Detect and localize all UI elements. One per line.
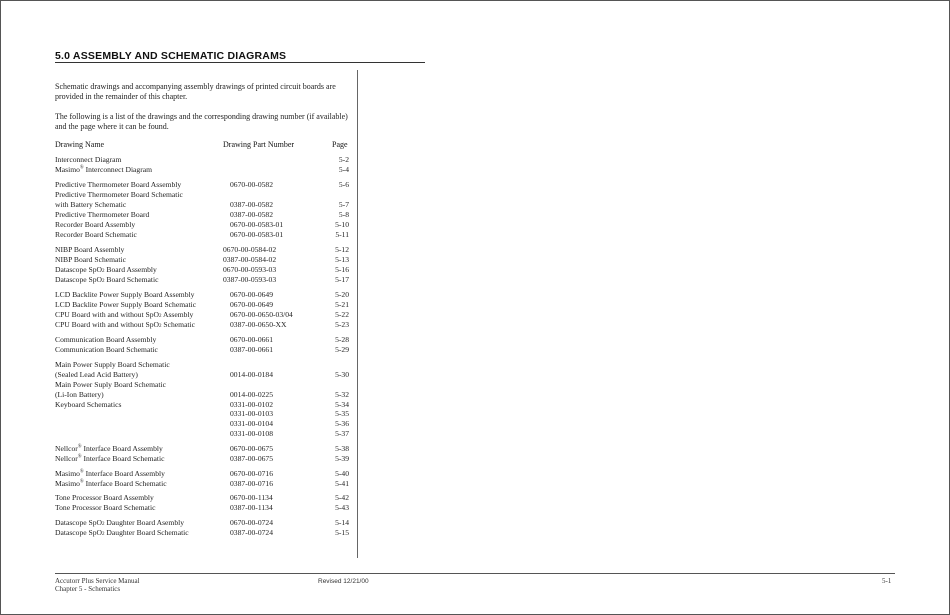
drawing-part-number: 0387-00-1134	[230, 503, 273, 512]
drawing-page: 5-36	[335, 419, 349, 428]
drawing-part-number: 0670-00-0593-03	[223, 265, 277, 274]
drawing-name-text: Tone Processor Board Assembly	[55, 493, 154, 502]
drawing-name	[55, 345, 158, 355]
drawing-page: 5-20	[335, 290, 349, 299]
drawing-name-suffix: Interconnect Diagram	[83, 165, 153, 174]
drawing-part-number: 0670-00-0649	[230, 300, 274, 309]
drawing-name-text: Recorder Board Assembly	[55, 220, 136, 229]
intro-paragraph-1: Schematic drawings and accompanying assembly drawings of printed circuit boards are provided in the remainder of this chapter.	[55, 82, 336, 101]
drawing-row	[55, 155, 355, 165]
drawing-name	[55, 479, 167, 489]
drawing-page: 5-21	[335, 300, 349, 309]
drawing-row	[55, 444, 355, 454]
registered-mark: ®	[79, 479, 84, 485]
registered-mark: ®	[77, 454, 82, 460]
drawing-page: 5-14	[335, 518, 349, 527]
drawing-part-number: 0670-00-0583-01	[230, 220, 284, 229]
drawing-name-suffix: Interface Board Assembly	[81, 444, 163, 453]
drawing-name-suffix: Interface Board Schematic	[81, 454, 165, 463]
drawing-row	[55, 493, 355, 503]
drawing-name	[55, 155, 121, 165]
drawing-page: 5-2	[338, 155, 349, 164]
drawing-name	[55, 165, 152, 175]
header-drawing-name: Drawing Name	[55, 140, 105, 149]
drawing-name-text: Masimo	[55, 479, 80, 488]
footer-chapter: Chapter 5 - Schematics	[55, 585, 121, 593]
drawing-name-text: Recorder Board Schematic	[55, 230, 137, 239]
drawing-name-suffix: Board Schematic	[104, 275, 159, 284]
section-title: 5.0 ASSEMBLY AND SCHEMATIC DIAGRAMS	[55, 50, 287, 62]
drawing-name	[55, 390, 104, 400]
drawing-page: 5-15	[335, 528, 349, 537]
drawing-page: 5-17	[335, 275, 349, 284]
drawing-name-text: Main Power Supply Board Schematic	[55, 360, 170, 369]
drawing-name	[55, 444, 163, 454]
drawing-part-number: 0670-00-0661	[230, 335, 274, 344]
drawing-name	[55, 335, 156, 345]
drawing-name-text: LCD Backlite Power Supply Board Assembly	[55, 290, 195, 299]
drawing-row	[55, 310, 355, 320]
drawing-page: 5-34	[335, 400, 349, 409]
drawing-name	[55, 503, 155, 513]
drawing-page: 5-8	[338, 210, 349, 219]
drawing-name-text: LCD Backlite Power Supply Board Schematic	[55, 300, 197, 309]
drawing-row	[55, 320, 355, 330]
drawing-row	[55, 409, 355, 419]
drawing-row	[55, 518, 355, 528]
drawing-name	[55, 454, 164, 464]
drawing-name-suffix: Assembly	[161, 310, 194, 319]
drawing-name-text: (Li-Ion Battery)	[55, 390, 104, 399]
drawing-row	[55, 275, 355, 285]
drawing-name	[55, 290, 194, 300]
drawing-row	[55, 165, 355, 175]
drawing-page: 5-23	[335, 320, 349, 329]
drawing-name	[55, 210, 149, 220]
subscript: 2	[102, 522, 105, 527]
drawing-row	[55, 230, 355, 240]
drawing-name	[55, 360, 170, 370]
drawing-page: 5-7	[338, 200, 349, 209]
drawing-name-text: Nellcor	[55, 444, 78, 453]
drawing-name-text: Datascope SpO	[55, 528, 103, 537]
drawing-row	[55, 528, 355, 538]
subscript: 2	[159, 314, 162, 319]
drawing-name-text: Predictive Thermometer Board	[55, 210, 150, 219]
subscript: 2	[102, 279, 105, 284]
drawing-name	[55, 493, 154, 503]
drawing-name	[55, 380, 166, 390]
drawing-part-number: 0331-00-0108	[230, 429, 274, 438]
drawing-row	[55, 345, 355, 355]
drawing-part-number: 0387-00-0593-03	[223, 275, 277, 284]
drawing-page: 5-22	[335, 310, 349, 319]
drawing-name	[55, 255, 126, 265]
drawing-name-text: Keyboard Schematics	[55, 400, 122, 409]
drawing-part-number: 0670-00-0650-03/04	[230, 310, 293, 319]
footer-revised: Revised 12/21/00	[318, 578, 369, 585]
drawing-name-text: Communication Board Assembly	[55, 335, 157, 344]
drawing-row	[55, 503, 355, 513]
drawing-name	[55, 469, 165, 479]
drawing-row	[55, 469, 355, 479]
drawing-page: 5-43	[335, 503, 349, 512]
drawing-name-suffix: Daughter Board Asembly	[104, 518, 185, 527]
drawing-name-text: Nellcor	[55, 454, 78, 463]
drawing-page: 5-6	[338, 180, 349, 189]
drawing-part-number: 0387-00-0582	[230, 210, 274, 219]
drawing-name-text: Communication Board Schematic	[55, 345, 158, 354]
drawing-name-text: NIBP Board Schematic	[55, 255, 127, 264]
drawing-part-number: 0014-00-0184	[230, 370, 274, 379]
drawing-name-text: Datascope SpO	[55, 518, 103, 527]
drawing-part-number: 0670-00-0583-01	[230, 230, 284, 239]
drawing-page: 5-16	[335, 265, 349, 274]
drawing-row	[55, 429, 355, 439]
drawing-part-number: 0387-00-0582	[230, 200, 274, 209]
registered-mark: ®	[79, 469, 84, 475]
drawing-row	[55, 210, 355, 220]
drawing-row	[55, 419, 355, 429]
drawing-name-text: NIBP Board Assembly	[55, 245, 125, 254]
drawing-name	[55, 528, 189, 540]
drawing-page: 5-30	[335, 370, 349, 379]
registered-mark: ®	[79, 165, 84, 171]
intro-paragraph-2: The following is a list of the drawings and the corresponding drawing number (if available) and the page where it can be found.	[55, 112, 348, 131]
footer-page-number: 5-1	[882, 577, 892, 585]
drawing-page: 5-38	[335, 444, 349, 453]
drawing-page: 5-39	[335, 454, 349, 463]
drawing-row	[55, 255, 355, 265]
header-drawing-part-number: Drawing Part Number	[223, 140, 295, 149]
drawing-name	[55, 180, 181, 190]
drawing-name	[55, 320, 195, 332]
drawing-name	[55, 275, 159, 287]
drawing-name-suffix: Daughter Board Schematic	[104, 528, 189, 537]
drawing-name-text: CPU Board with and without SpO	[55, 320, 159, 329]
drawing-page: 5-11	[335, 230, 349, 239]
drawing-page: 5-37	[335, 429, 349, 438]
drawing-part-number: 0670-00-1134	[230, 493, 273, 502]
drawing-page: 5-28	[335, 335, 349, 344]
drawing-name-text: Datascope SpO	[55, 275, 103, 284]
drawing-row	[55, 454, 355, 464]
drawing-page: 5-40	[335, 469, 349, 478]
drawing-part-number: 0670-00-0675	[230, 444, 274, 453]
drawing-row	[55, 360, 355, 370]
drawing-name	[55, 220, 135, 230]
drawing-part-number: 0387-00-0716	[230, 479, 274, 488]
drawing-row	[55, 220, 355, 230]
drawing-part-number: 0014-00-0225	[230, 390, 274, 399]
drawing-page: 5-35	[335, 409, 349, 418]
drawing-name-text: Predictive Thermometer Board Assembly	[55, 180, 182, 189]
drawing-part-number: 0387-00-0724	[230, 528, 274, 537]
subscript: 2	[102, 532, 105, 537]
drawing-row	[55, 300, 355, 310]
drawing-name	[55, 370, 138, 380]
drawing-row	[55, 265, 355, 275]
drawing-page: 5-4	[338, 165, 349, 174]
drawing-part-number: 0670-00-0716	[230, 469, 274, 478]
drawing-name-text: with Battery Schematic	[55, 200, 127, 209]
drawing-row	[55, 190, 355, 200]
drawing-part-number: 0331-00-0103	[230, 409, 274, 418]
column-divider	[357, 70, 358, 558]
drawing-row	[55, 370, 355, 380]
title-underline	[55, 62, 425, 63]
drawing-page: 5-42	[335, 493, 349, 502]
drawing-name-suffix: Interface Board Assembly	[83, 469, 165, 478]
drawing-part-number: 0670-00-0724	[230, 518, 274, 527]
drawing-part-number: 0670-00-0584-02	[223, 245, 277, 254]
drawing-page: 5-13	[335, 255, 349, 264]
footer-manual-title: Accutorr Plus Service Manual	[55, 577, 140, 585]
subscript: 2	[102, 269, 105, 274]
drawing-row	[55, 479, 355, 489]
drawing-name	[55, 300, 196, 310]
drawing-part-number: 0387-00-0661	[230, 345, 274, 354]
drawing-part-number: 0331-00-0102	[230, 400, 274, 409]
drawing-name-text: Masimo	[55, 165, 80, 174]
drawing-name-text: Tone Processor Board Schematic	[55, 503, 156, 512]
registered-mark: ®	[77, 444, 82, 450]
drawing-part-number: 0670-00-0649	[230, 290, 274, 299]
header-page: Page	[332, 140, 348, 149]
drawing-page: 5-29	[335, 345, 349, 354]
drawing-part-number: 0387-00-0650-XX	[230, 320, 287, 329]
drawing-page: 5-10	[335, 220, 349, 229]
drawing-row	[55, 180, 355, 190]
drawing-name	[55, 230, 137, 240]
drawing-name-suffix: Board Assembly	[104, 265, 157, 274]
drawing-name-text: Predictive Thermometer Board Schematic	[55, 190, 183, 199]
drawing-page: 5-41	[335, 479, 349, 488]
drawing-name-text: Datascope SpO	[55, 265, 103, 274]
drawing-name-text: CPU Board with and without SpO	[55, 310, 159, 319]
drawing-name	[55, 200, 126, 210]
subscript: 2	[159, 324, 162, 329]
drawing-part-number: 0387-00-0584-02	[223, 255, 277, 264]
footer-rule	[55, 573, 895, 574]
drawing-row	[55, 390, 355, 400]
drawing-name-text: Interconnect Diagram	[55, 155, 122, 164]
drawing-page: 5-12	[335, 245, 349, 254]
drawing-name	[55, 190, 183, 200]
drawing-part-number: 0670-00-0582	[230, 180, 274, 189]
drawing-row	[55, 380, 355, 390]
drawing-part-number: 0387-00-0675	[230, 454, 274, 463]
drawing-row	[55, 290, 355, 300]
drawing-row	[55, 200, 355, 210]
drawing-row	[55, 335, 355, 345]
drawing-name-text: Main Power Suply Board Schematic	[55, 380, 166, 389]
footer-manual-info	[55, 577, 140, 593]
drawing-row	[55, 245, 355, 255]
drawing-name-text: (Sealed Lead Acid Battery)	[55, 370, 138, 379]
drawing-name-suffix: Interface Board Schematic	[83, 479, 167, 488]
drawing-name-suffix: Schematic	[161, 320, 196, 329]
drawing-part-number: 0331-00-0104	[230, 419, 274, 428]
drawing-page: 5-32	[335, 390, 349, 399]
drawing-name	[55, 245, 124, 255]
drawing-name-text: Masimo	[55, 469, 80, 478]
